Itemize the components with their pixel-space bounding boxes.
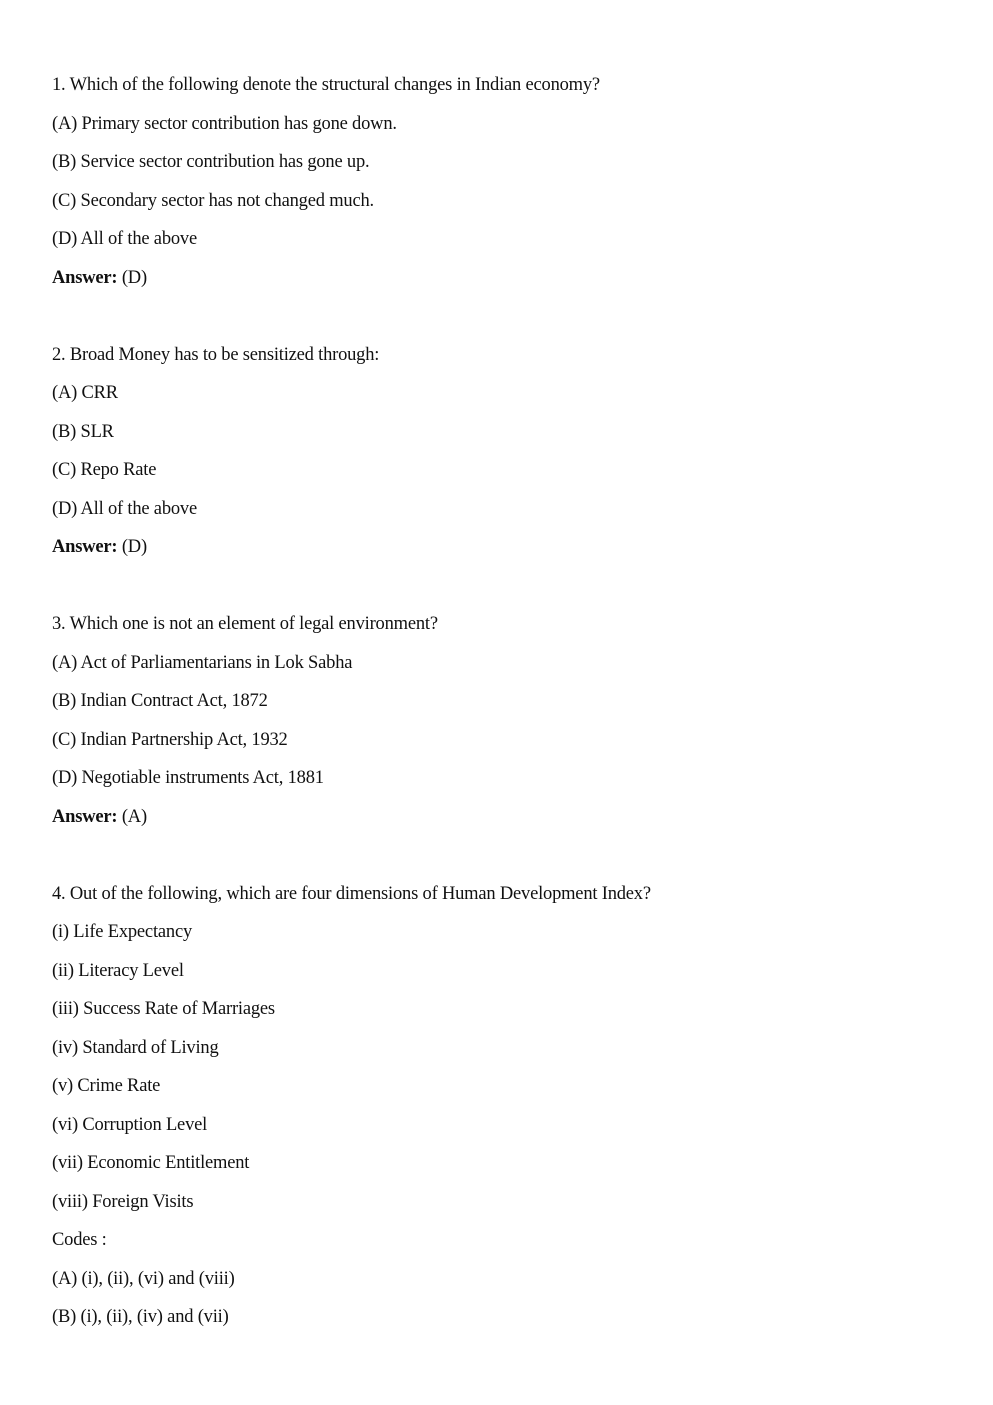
answer-line <box>52 528 651 567</box>
option-line: (B) (i), (ii), (iv) and (vii) <box>52 1307 229 1327</box>
option-line: (viii) Foreign Visits <box>52 1191 194 1212</box>
option-line: (iii) Success Rate of Marriages <box>52 999 275 1019</box>
question-text: 3. Which one is not an element of legal environment? <box>52 614 438 634</box>
answer-line <box>52 798 651 837</box>
option-line: (C) Indian Partnership Act, 1932 <box>52 729 288 750</box>
option-line: (D) All of the above <box>52 498 197 519</box>
answer-label: Answer: <box>52 806 118 827</box>
option-line: (A) Act of Parliamentarians in Lok Sabha <box>52 652 353 673</box>
option-line: (D) All of the above <box>52 229 197 249</box>
question-text: 4. Out of the following, which are four dimensions of Human Development Index? <box>52 883 651 904</box>
option-line: (vi) Corruption Level <box>52 1114 208 1135</box>
answer-value: (A) <box>121 806 147 827</box>
answer-value: (D) <box>121 267 147 288</box>
option-line: (C) Secondary sector has not changed much. <box>52 190 374 211</box>
answer-label: Answer: <box>52 267 118 288</box>
option-line: (C) Repo Rate <box>52 460 157 480</box>
document-page <box>52 66 651 1375</box>
option-line: (iv) Standard of Living <box>52 1037 219 1058</box>
question-block <box>52 66 651 297</box>
option-line: (v) Crime Rate <box>52 1076 161 1096</box>
answer-label: Answer: <box>52 537 118 557</box>
answer-line <box>52 259 651 298</box>
option-line: (B) SLR <box>52 421 114 442</box>
option-line: (A) CRR <box>52 383 118 403</box>
question-block <box>52 605 651 836</box>
option-line: (i) Life Expectancy <box>52 922 193 942</box>
question-text: 1. Which of the following denote the structural changes in Indian economy? <box>52 75 600 95</box>
option-line: (A) (i), (ii), (vi) and (viii) <box>52 1268 235 1289</box>
answer-value: (D) <box>121 537 147 557</box>
option-line: (B) Indian Contract Act, 1872 <box>52 691 268 711</box>
question-block <box>52 336 651 567</box>
question-text: 2. Broad Money has to be sensitized through: <box>52 344 380 365</box>
option-line: (B) Service sector contribution has gone up. <box>52 152 370 172</box>
option-line: Codes : <box>52 1230 107 1250</box>
question-block <box>52 875 651 1337</box>
option-line: (A) Primary sector contribution has gone down. <box>52 113 397 134</box>
option-line: (D) Negotiable instruments Act, 1881 <box>52 768 324 788</box>
option-line: (vii) Economic Entitlement <box>52 1153 250 1173</box>
option-line: (ii) Literacy Level <box>52 960 184 981</box>
